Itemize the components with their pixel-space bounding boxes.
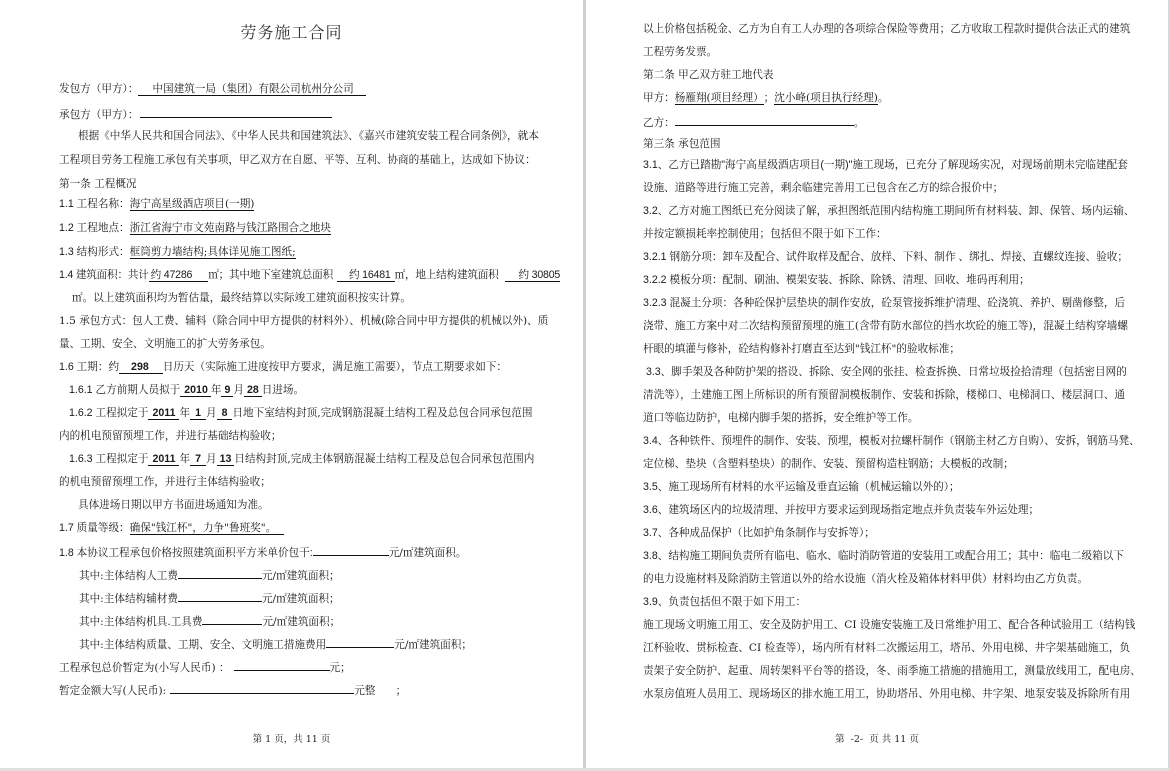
document-title: 劳务施工合同 — [240, 23, 343, 42]
item-1-5-line-2: 量、工期、安全、文明施工的扩大劳务承包。 — [59, 338, 271, 350]
item-1-2 — [59, 221, 331, 235]
page-2-footer: 第 -2- 页 共 11 页 — [835, 734, 919, 745]
item-3-9-line-4: 水泵房值班人员用工、现场场区的排水施工用工，协助塔吊、外用电梯、井字架、地泵安装及拆除所有用 — [643, 688, 1131, 700]
item-3-1-line-1: 3.1、乙方已踏勘"海宁高星级酒店项目(一期)"施工现场，已充分了解现场实况，对现场前期未完临建配套 — [643, 159, 1128, 171]
item-3-2-2: 3.2.2 模板分项：配制、刷油、模架安装、拆除、除锈、清理、回收、堆码再利用； — [643, 274, 1030, 286]
item-1-6-3-line-2: 的机电预留预埋工作，并进行主体结构验收； — [59, 476, 271, 488]
sub-aux-label: 其中:主体结构辅材费 — [79, 593, 178, 605]
item-3-3-line-3: 道口等临边防护，电梯内脚手架的搭拆，安全维护等工作。 — [643, 412, 919, 424]
p2-line-1: 以上价格包括税金、乙方为自有工人办理的各项综合保险等费用；乙方收取工程款时提供合法正式的建筑 — [643, 23, 1131, 35]
total-large-label: 暂定金额大写(人民币): — [59, 685, 167, 697]
basement-area-value: 约 16481 — [337, 269, 395, 282]
entry-year-value: 2010 — [180, 384, 211, 397]
sub-measures-unit: 元/㎡建筑面积； — [394, 639, 472, 651]
article-2-heading: 第二条 甲乙双方驻工地代表 — [643, 69, 774, 81]
page-1 — [0, 0, 583, 768]
aux-material-cost-blank[interactable] — [178, 590, 262, 602]
preamble-line-1: 根据《中华人民共和国合同法》、《中华人民共和国建筑法》、《嘉兴市建筑安装工程合同条例》，就本 — [78, 130, 539, 142]
party-b-blank[interactable] — [140, 106, 332, 118]
party-a-label: 发包方（甲方）： — [59, 83, 139, 95]
item-3-1-line-2: 设施、道路等进行施工完善，剩余临建完善用工已包含在乙方的综合报价中； — [643, 182, 1004, 194]
total-price-large — [59, 682, 406, 698]
rep-b-blank[interactable] — [675, 114, 854, 126]
basement-year-value: 2011 — [148, 407, 179, 420]
item-3-3-line-2: 清洗等），土建施工图上所标识的所有预留洞模板制作、安装和拆除，楼梯口、电梯洞口、楼层洞口、通 — [643, 389, 1126, 401]
total-small-label: 工程承包总价暂定为(小写人民币) ： — [59, 662, 230, 674]
item-1-5-line-1: 1.5 承包方式：包人工费、辅料（除合同中甲方提供的材料外）、机械(除合同中甲方提供的机械以外)、质 — [59, 315, 549, 327]
item-3-2-line-2: 并按定额损耗率控制使用；包括但不限于如下工作： — [643, 228, 887, 240]
tools-cost-blank[interactable] — [202, 613, 262, 625]
item-1-6-2-label: 1.6.2 工程拟定于 — [69, 407, 149, 419]
item-1-8-label: 1.8 本协议工程承包价格按照建筑面积平方米单价包干: — [59, 547, 313, 559]
article-1-heading: 第一条 工程概况 — [59, 178, 137, 190]
sub-tools-unit: 元/㎡建筑面积； — [262, 616, 341, 628]
sub-tools — [79, 613, 340, 629]
preamble-line-2: 工程项目劳务工程施工承包有关事项，甲乙双方在自愿、平等、互利、协商的基础上，达成如下协议： — [59, 154, 536, 166]
item-3-8-line-1: 3.8、结构施工期间负责所有临电、临水、临时消防管道的安装用工或配合用工；其中：临电二级箱以下 — [643, 550, 1124, 562]
rep-party-a — [643, 91, 888, 105]
party-b-line — [59, 106, 332, 122]
duration-days-value: 298 — [119, 361, 163, 374]
item-1-6-3: 1.6.3 工程拟定于 2011 年 7 月 13 日结构封顶,完成主体钢筋混凝土结构工程及总包合同承包范围内 — [69, 453, 535, 465]
p2-line-2: 工程劳务发票。 — [643, 46, 718, 58]
total-large-blank[interactable] — [170, 682, 354, 694]
sub-tools-label: 其中:主体结构机具.工具费 — [79, 616, 203, 628]
rep-a-label: 甲方： — [643, 92, 675, 104]
item-1-2-label: 1.2 工程地点： — [59, 222, 130, 234]
quality-grade-value: 确保"钱江杯"，力争"鲁班奖"。 — [130, 522, 285, 535]
item-3-4-line-2: 定位梯、垫块（含塑料垫块）的制作、安装、预留构造柱钢筋；大模板的改制； — [643, 458, 1014, 470]
total-large-unit: 元整 ； — [354, 685, 407, 697]
item-1-4-label: 1.4 建筑面积：共计 — [59, 269, 149, 281]
unit-price-blank[interactable] — [313, 544, 389, 556]
item-1-6-1-label: 1.6.1 乙方前期人员拟于 — [69, 384, 181, 396]
item-3-2-1: 3.2.1 钢筋分项：卸车及配合、试件取样及配合、放样、下料、制作 、绑扎、焊接、直螺纹连接、验收； — [643, 251, 1128, 263]
rep-b-end: 。 — [853, 117, 865, 129]
total-small-blank[interactable] — [234, 659, 330, 671]
item-1-1 — [59, 197, 254, 211]
sub-aux-unit: 元/㎡建筑面积； — [261, 593, 340, 605]
total-price-small — [59, 659, 351, 675]
party-a-value: 中国建筑一局（集团）有限公司杭州分公司 — [138, 83, 365, 96]
topout-day-value: 13 — [217, 453, 235, 466]
rep-a-end: 。 — [877, 92, 889, 104]
rep-a-manager: 杨雁翔(项目经理） — [674, 92, 764, 104]
rep-a-separator: ； — [763, 92, 775, 104]
item-1-1-label: 1.1 工程名称： — [59, 198, 130, 210]
entry-note: 具体进场日期以甲方书面进场通知为准。 — [78, 499, 269, 511]
sub-measures-label: 其中:主体结构质量、工期、安全、文明施工措施费用 — [79, 639, 327, 651]
rep-b-label: 乙方： — [643, 117, 675, 129]
item-3-5: 3.5、施工现场所有材料的水平运输及垂直运输（机械运输以外的）； — [643, 481, 960, 493]
item-1-6-2-text: 日地下室结构封顶,完成钢筋混凝土结构工程及总包合同承包范围 — [232, 407, 533, 419]
item-3-8-line-2: 的电力设施材料及除消防主管道以外的给水设施（消火栓及箱体材料甲供）材料均由乙方负责。 — [643, 573, 1088, 585]
item-3-7: 3.7、各种成品保护（比如护角条制作与安拆等）； — [643, 527, 875, 539]
above-ground-area-value: 约 30805 — [505, 269, 561, 282]
item-1-4-continued: ㎡。以上建筑面积均为暂估量，最终结算以实际竣工建筑面积按实计算。 — [72, 292, 411, 304]
rep-party-b — [643, 114, 864, 130]
item-3-3-line-1: 3.3、脚手架及各种防护架的搭设、拆除、安全网的张挂、检查拆换、日常垃圾捡拾清理（包括密目网的 — [643, 366, 1127, 378]
item-1-6-3-label: 1.6.3 工程拟定于 — [69, 453, 149, 465]
item-1-6-1-text: 日进场。 — [261, 384, 305, 396]
rep-a-exec-manager: 沈小峰(项目执行经理) — [774, 92, 878, 104]
item-3-9-line-2: 江杯验收、贯标检查、CI 检查等），场内所有材料二次搬运用工，塔吊、外用电梯、井字架基础施工，负 — [643, 642, 1131, 654]
article-3-heading: 第三条 承包范围 — [643, 138, 721, 150]
measures-cost-blank[interactable] — [326, 636, 394, 648]
item-1-8 — [59, 544, 466, 560]
item-1-4-unit2: ㎡，地上结构建筑面积 — [394, 269, 499, 281]
sub-labor — [79, 567, 340, 583]
item-1-6-text: 日历天（实际施工进度按甲方要求，满足施工需要），节点工期要求如下： — [162, 361, 508, 373]
total-area-value: 约 47286 — [149, 269, 209, 282]
basement-month-value: 1 — [190, 407, 206, 420]
item-3-2-3-line-1: 3.2.3 混凝土分项：各种砼保护层垫块的制作安放，砼泵管接拆维护清理、砼浇筑、养护、剔凿修整，后 — [643, 297, 1126, 309]
entry-month-value: 9 — [221, 384, 233, 397]
entry-day-value: 28 — [244, 384, 262, 397]
topout-year-value: 2011 — [148, 453, 179, 466]
item-1-3 — [59, 245, 296, 259]
basement-day-value: 8 — [217, 407, 233, 420]
sub-labor-label: 其中:主体结构人工费 — [79, 570, 178, 582]
sub-aux — [79, 590, 340, 606]
item-1-4 — [59, 268, 560, 282]
item-3-4-line-1: 3.4、各种铁件、预埋件的制作、安装、预埋，模板对拉螺杆制作（钢筋主材乙方自购）、安拆，钢筋马凳、 — [643, 435, 1140, 447]
item-1-4-unit1: ㎡；其中地下室建筑总面积 — [208, 269, 333, 281]
item-1-6 — [59, 360, 507, 374]
item-3-2-3-line-3: 杆眼的填灌与修补，砼结构修补打磨直至达到"钱江杯"的验收标准； — [643, 343, 960, 355]
item-1-3-label: 1.3 结构形式： — [59, 246, 130, 258]
item-1-6-1: 1.6.1 乙方前期人员拟于 2010 年 9 月 28 日进场。 — [69, 384, 305, 396]
total-small-unit: 元； — [329, 662, 351, 674]
item-3-9: 3.9、负责包括但不限于如下用工： — [643, 596, 807, 608]
sub-labor-unit: 元/㎡建筑面积； — [261, 570, 340, 582]
item-1-6-2-line-2: 内的机电预留预埋工作，并进行基础结构验收； — [59, 430, 282, 442]
structure-type-value: 框筒剪力墙结构;具体详见施工图纸; — [129, 246, 296, 258]
project-location-value: 浙江省海宁市文苑南路与钱江路围合之地块 — [129, 222, 331, 234]
item-3-9-line-1: 施工现场文明施工用工、安全及防护用工、CI 设施安装施工及日常维护用工、配合各种试验用工（结构钱 — [643, 619, 1136, 631]
item-3-9-line-3: 责架子安全防护、起重、周转架料平台等的搭设，冬、雨季施工措施的措施用工，测量放线用工，配电房、 — [643, 665, 1141, 677]
item-1-7-label: 1.7 质量等级： — [59, 522, 130, 534]
party-b-label: 承包方（甲方）： — [59, 109, 139, 121]
item-3-2-line-1: 3.2、乙方对施工图纸已充分阅读了解，承担图纸范围内结构施工期间所有材料装、卸、保管、场内运输、 — [643, 205, 1135, 217]
item-3-6: 3.6、建筑场区内的垃圾清理、并按甲方要求运到现场指定地点并负责装车外运处理； — [643, 504, 1040, 516]
page-1-footer: 第 1 页，共 11 页 — [252, 734, 331, 745]
item-1-7 — [59, 521, 284, 535]
labor-cost-blank[interactable] — [178, 567, 262, 579]
item-1-8-unit: 元/㎡建筑面积。 — [388, 547, 467, 559]
item-1-6-2: 1.6.2 工程拟定于 2011 年 1 月 8 日地下室结构封顶,完成钢筋混凝土结构工程及总包合同承包范围 — [69, 407, 533, 419]
project-name-value: 海宁高星级酒店项目(一期) — [129, 198, 255, 210]
page-2 — [586, 0, 1168, 768]
sub-measures — [79, 636, 472, 652]
item-1-6-label: 1.6 工期：约 — [59, 361, 120, 373]
topout-month-value: 7 — [190, 453, 206, 466]
item-3-2-3-line-2: 浇带、施工方案中对二次结构预留预埋的施工(含带有防水部位的挡水坎砼的施工等)，混凝土结构穿墙螺 — [643, 320, 1128, 332]
party-a-line — [59, 82, 366, 96]
item-1-6-3-text: 日结构封顶,完成主体钢筋混凝土结构工程及总包合同承包范围内 — [234, 453, 535, 465]
